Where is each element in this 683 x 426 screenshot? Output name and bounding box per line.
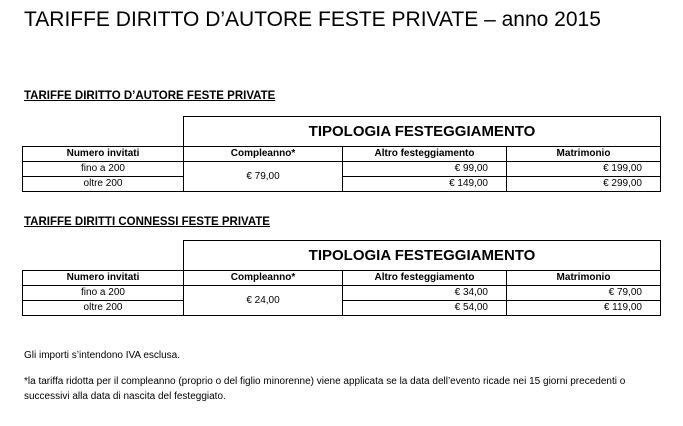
column-header: Matrimonio	[507, 271, 661, 286]
column-header: Compleanno*	[184, 271, 343, 286]
invitati-cell: fino a 200	[23, 286, 184, 301]
altro-cell: € 34,00	[343, 286, 507, 301]
group-header: TIPOLOGIA FESTEGGIAMENTO	[184, 241, 661, 271]
group-header: TIPOLOGIA FESTEGGIAMENTO	[184, 117, 661, 147]
empty-corner-cell	[23, 117, 184, 147]
column-header: Matrimonio	[507, 147, 661, 162]
section-title-diritti-connessi: TARIFFE DIRITTI CONNESSI FESTE PRIVATE	[24, 216, 270, 228]
column-header: Altro festeggiamento	[343, 147, 507, 162]
matrimonio-cell: € 79,00	[507, 286, 661, 301]
compleanno-cell: € 79,00	[184, 162, 343, 192]
matrimonio-cell: € 299,00	[507, 177, 661, 192]
column-header: Compleanno*	[184, 147, 343, 162]
altro-cell: € 149,00	[343, 177, 507, 192]
table-row	[23, 286, 661, 301]
compleanno-cell: € 24,00	[184, 286, 343, 316]
invitati-cell: oltre 200	[23, 301, 184, 316]
tariff-table-diritti-connessi	[22, 240, 661, 316]
page-title: TARIFFE DIRITTO D’AUTORE FESTE PRIVATE – anno 2015	[24, 8, 601, 31]
matrimonio-cell: € 199,00	[507, 162, 661, 177]
invitati-cell: fino a 200	[23, 162, 184, 177]
iva-note: Gli importi s’intendono IVA esclusa.	[24, 350, 181, 361]
matrimonio-cell: € 119,00	[507, 301, 661, 316]
altro-cell: € 99,00	[343, 162, 507, 177]
empty-corner-cell	[23, 241, 184, 271]
column-header: Numero invitati	[23, 271, 184, 286]
altro-cell: € 54,00	[343, 301, 507, 316]
column-header: Altro festeggiamento	[343, 271, 507, 286]
tariff-table-diritto-autore	[22, 116, 661, 192]
table-row	[23, 162, 661, 177]
column-header: Numero invitati	[23, 147, 184, 162]
footnote: *la tariffa ridotta per il compleanno (proprio o del figlio minorenne) viene applicata se la data dell’evento ricade nei 15 giorni precedenti o successivi alla data di nascita del festeggiato.	[24, 376, 626, 402]
invitati-cell: oltre 200	[23, 177, 184, 192]
section-title-diritto-autore: TARIFFE DIRITTO D’AUTORE FESTE PRIVATE	[24, 90, 276, 102]
